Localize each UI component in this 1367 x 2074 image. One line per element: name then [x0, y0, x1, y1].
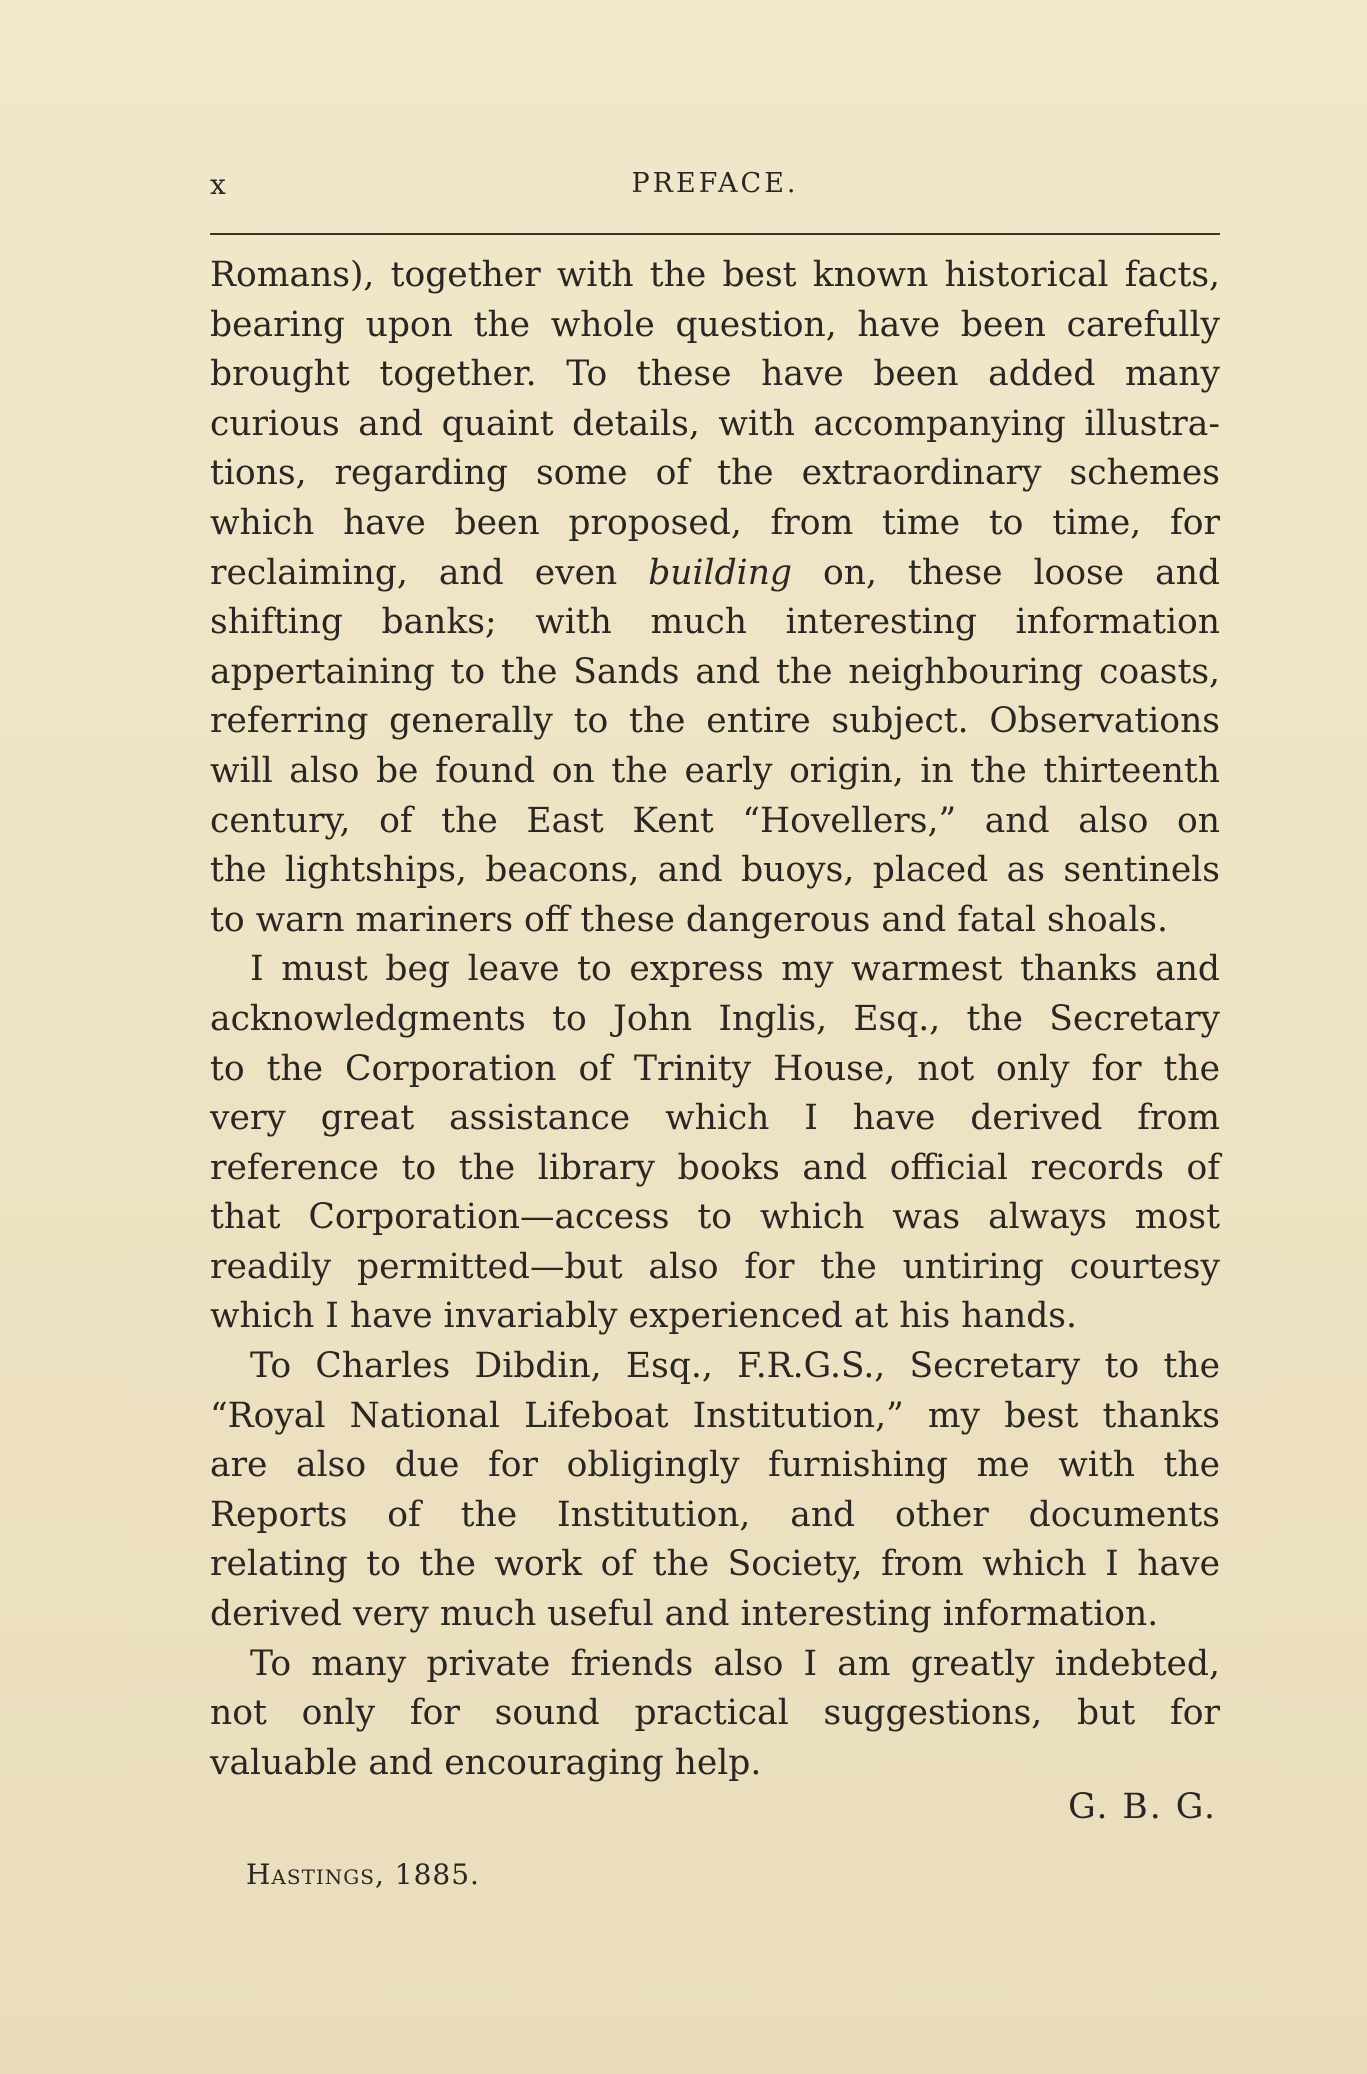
text-line: will also be found on the early origin, in the thirteenth	[210, 750, 1220, 791]
text-line: the lightships, beacons, and buoys, placed as sentinels	[210, 850, 1220, 891]
signature: G. B. G.	[1068, 1787, 1217, 1827]
text-line: to the Corporation of Trinity House, not only for the	[210, 1048, 1220, 1089]
text-line: To Charles Dibdin, Esq., F.R.G.S., Secretary to the	[250, 1346, 1220, 1387]
text-line: which I have invariably experienced at his hands.	[210, 1296, 1077, 1337]
text-line: curious and quaint details, with accompanying illustra-	[210, 403, 1220, 444]
text-line: I must beg leave to express my warmest thanks and	[250, 949, 1220, 990]
text-line: are also due for obligingly furnishing me with the	[210, 1445, 1220, 1486]
text-line: that Corporation—access to which was always most	[210, 1197, 1220, 1238]
preface-body	[210, 251, 1220, 1788]
text-line: bearing upon the whole question, have been carefully	[210, 304, 1220, 345]
text-line: Reports of the Institution, and other documents	[210, 1494, 1220, 1535]
text-line: to warn mariners off these dangerous and fatal shoals.	[210, 899, 1168, 940]
text-line: acknowledgments to John Inglis, Esq., the Secretary	[210, 998, 1220, 1039]
text-line: very great assistance which I have derived from	[210, 1098, 1220, 1139]
text-line: tions, regarding some of the extraordinary schemes	[210, 453, 1220, 494]
text-line: “Royal National Lifeboat Institution,” my best thanks	[210, 1395, 1220, 1436]
text-line: century, of the East Kent “Hovellers,” and also on	[210, 800, 1220, 841]
page-header	[210, 168, 1220, 208]
text-line: shifting banks; with much interesting information	[210, 602, 1220, 643]
text-line: derived very much useful and interesting information.	[210, 1594, 1159, 1635]
header-rule	[210, 233, 1220, 235]
place-date: Hastings, 1885.	[246, 1858, 480, 1891]
text-line: relating to the work of the Society, from which I have	[210, 1544, 1220, 1585]
text-line: brought together. To these have been added many	[210, 354, 1220, 395]
text-line: Romans), together with the best known historical facts,	[210, 255, 1220, 295]
text-line: appertaining to the Sands and the neighbouring coasts,	[210, 651, 1220, 692]
text-line: not only for sound practical suggestions, but for	[210, 1693, 1220, 1734]
page-number: x	[210, 168, 227, 201]
running-head: PREFACE.	[631, 168, 799, 199]
text-line: reference to the library books and official records of	[210, 1147, 1220, 1188]
text-line: which have been proposed, from time to time, for	[210, 502, 1220, 543]
text-line: readily permitted—but also for the untiring courtesy	[210, 1246, 1220, 1287]
text-line: valuable and encouraging help.	[210, 1742, 762, 1783]
text-line: reclaiming, and even building on, these loose and	[210, 552, 1221, 593]
text-line: To many private friends also I am greatly indebted,	[250, 1643, 1220, 1684]
text-line: referring generally to the entire subject. Observations	[210, 701, 1220, 742]
emphasis: building	[648, 552, 792, 593]
